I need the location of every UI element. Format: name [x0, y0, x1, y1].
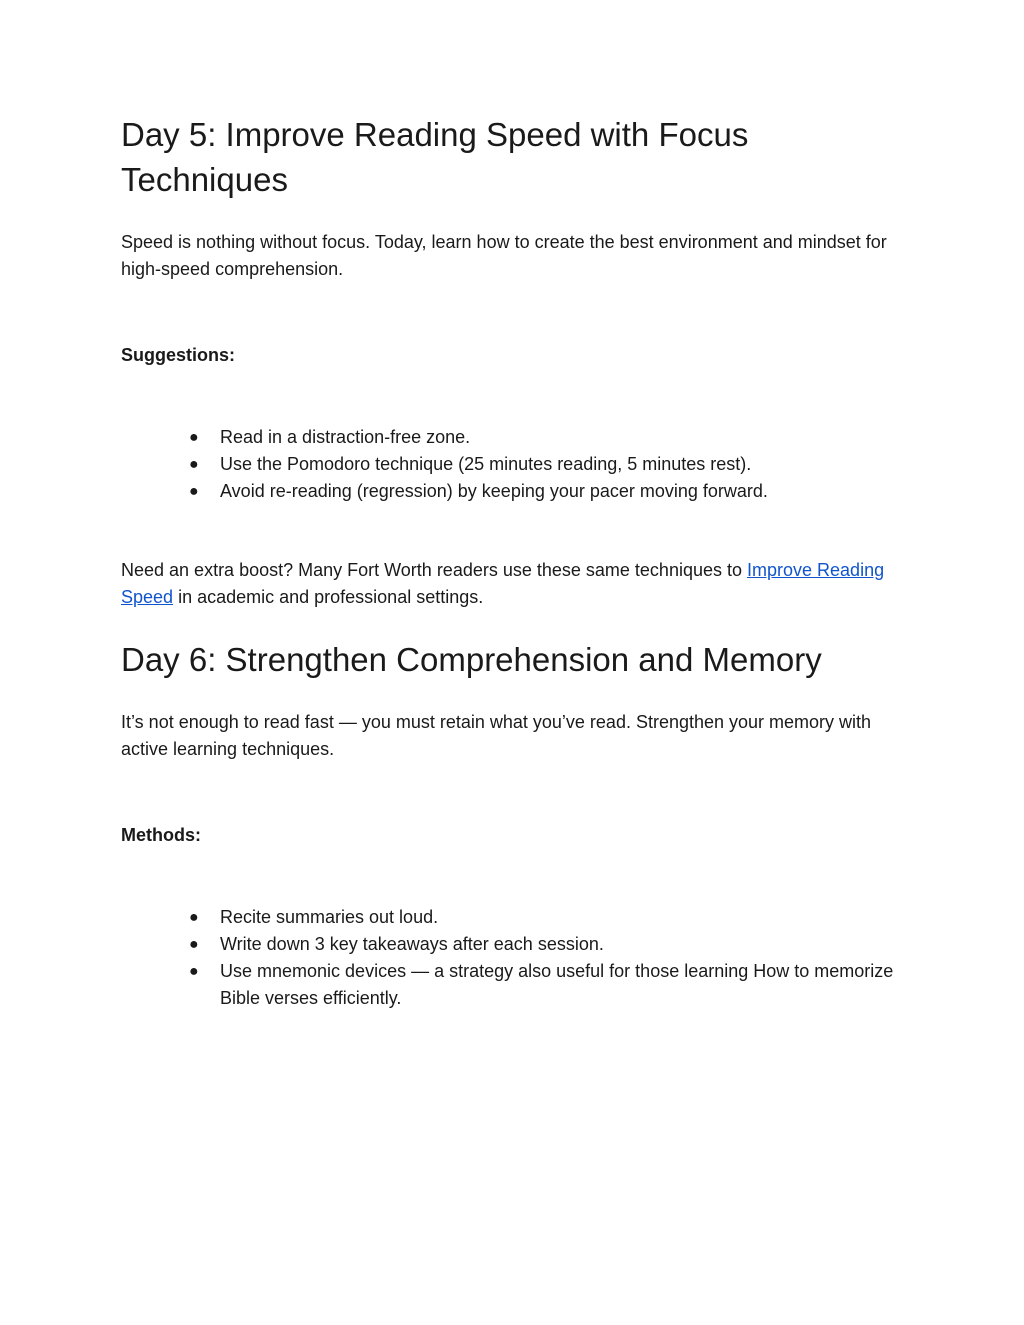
- list-item-text: Avoid re-reading (regression) by keeping your pacer moving forward.: [220, 481, 768, 501]
- list-item: [189, 424, 911, 451]
- day5-intro: Speed is nothing without focus. Today, learn how to create the best environment and mindset for high-speed comprehension.: [121, 232, 887, 279]
- list-item-text: Write down 3 key takeaways after each session.: [220, 934, 604, 954]
- list-item: [189, 478, 911, 505]
- day5-heading: [121, 112, 911, 202]
- list-item: [189, 451, 911, 478]
- list-item-text: Recite summaries out loud.: [220, 907, 439, 927]
- bullet-icon: ●: [189, 456, 199, 473]
- suggestions-list: [121, 424, 911, 505]
- bullet-icon: ●: [189, 936, 199, 953]
- day5-heading-line1: Day 5: Improve Reading Speed with Focus: [121, 116, 749, 153]
- list-item-text: Read in a distraction-free zone.: [220, 427, 471, 447]
- boost-paragraph: [121, 557, 911, 611]
- document-page: [121, 112, 911, 1012]
- list-item: [189, 931, 911, 958]
- bullet-icon: ●: [189, 909, 199, 926]
- list-item: [189, 958, 911, 1012]
- list-item: [189, 904, 911, 931]
- boost-text-before: Need an extra boost? Many Fort Worth readers use these same techniques to: [121, 560, 748, 580]
- improve-reading-speed-link[interactable]: Improve Reading Speed: [121, 560, 885, 607]
- bullet-icon: ●: [189, 429, 199, 446]
- day6-intro: It’s not enough to read fast — you must retain what you’ve read. Strengthen your memory with active learning techniques.: [121, 712, 872, 759]
- bullet-icon: ●: [189, 483, 199, 500]
- methods-list: [121, 904, 911, 1012]
- boost-text-after: in academic and professional settings.: [173, 587, 484, 607]
- list-item-text: Use mnemonic devices — a strategy also useful for those learning How to memorize Bible verses efficiently.: [220, 961, 894, 1008]
- list-item-text: Use the Pomodoro technique (25 minutes reading, 5 minutes rest).: [220, 454, 752, 474]
- methods-label: Methods:: [121, 825, 201, 845]
- bullet-icon: ●: [189, 963, 199, 980]
- day5-heading-line2: Techniques: [121, 161, 288, 198]
- suggestions-label: Suggestions:: [121, 345, 236, 365]
- day6-heading: Day 6: Strengthen Comprehension and Memory: [121, 641, 822, 678]
